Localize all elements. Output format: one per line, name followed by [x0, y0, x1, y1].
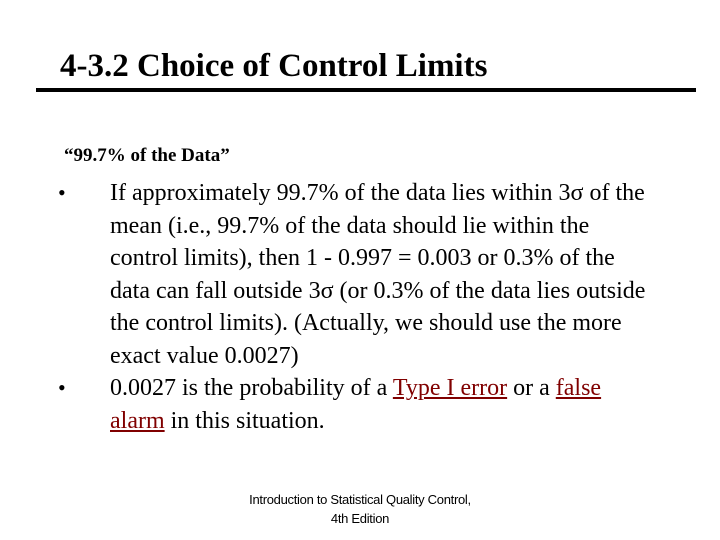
bullet-text-2-prefix: 0.0027 is the probability of a — [110, 375, 393, 401]
slide-title: 4-3.2 Choice of Control Limits — [60, 48, 488, 84]
subheading: “99.7% of the Data” — [64, 145, 230, 166]
bullet-list — [58, 177, 658, 437]
title-underline — [36, 88, 696, 92]
false-alarm-link[interactable]: false alarm — [110, 375, 602, 434]
bullet-text-2-middle: or a — [507, 375, 556, 401]
bullet-item-2 — [58, 372, 658, 437]
type-i-error-link[interactable]: Type I error — [392, 375, 508, 401]
bullet-item-1 — [58, 177, 658, 372]
bullet-text-2-suffix: in this situation. — [164, 407, 325, 434]
bullet-icon: • — [58, 375, 66, 400]
footer — [200, 490, 520, 528]
footer-line-2: 4th Edition — [330, 511, 390, 526]
bullet-icon: • — [58, 180, 66, 205]
bullet-text-1: If approximately 99.7% of the data lies within 3σ of the mean (i.e., 99.7% of the data should lie within the control limits), then 1 - 0.997 = 0.003 or 0.3% of the data can fall outside 3σ (or 0.3% of the data lies outside the control limits). (Actually, we should use the more exact value 0.0027) — [110, 180, 646, 369]
footer-line-1: Introduction to Statistical Quality Control, — [249, 492, 471, 507]
